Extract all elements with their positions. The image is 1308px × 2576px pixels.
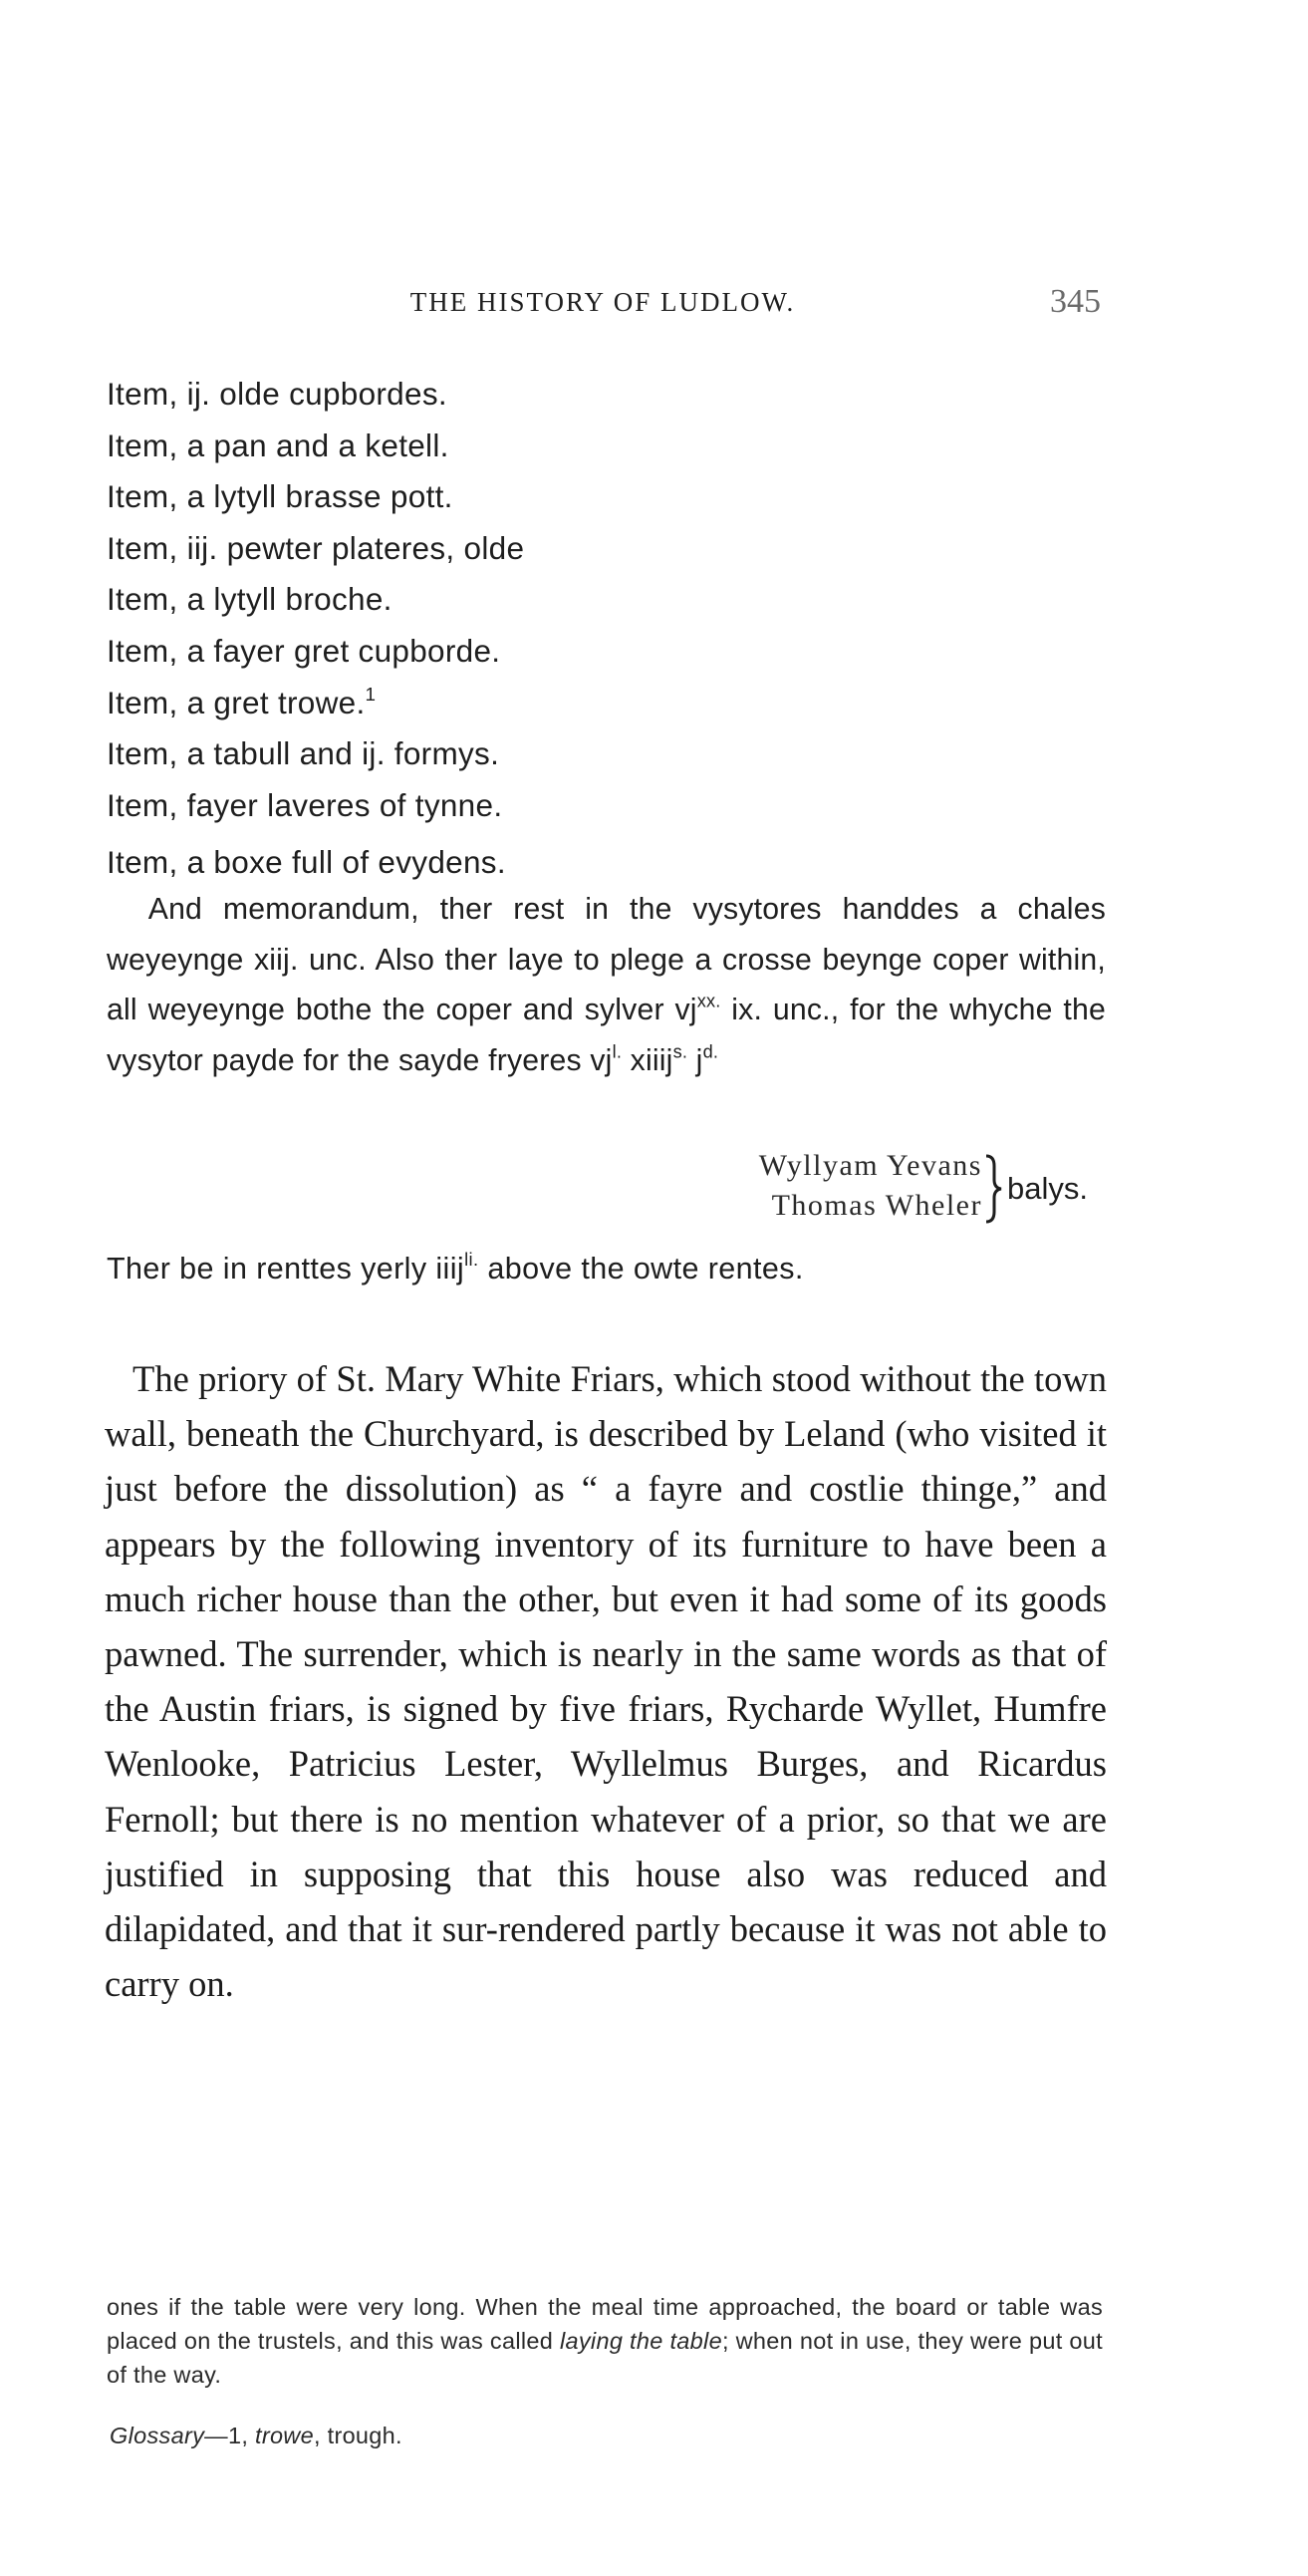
footnote-italic: laying the table xyxy=(559,2328,722,2355)
page-number: 345 xyxy=(1050,283,1101,320)
inventory-item: Item, a lytyll brasse pott. xyxy=(107,478,453,515)
superscript-s: s. xyxy=(672,1040,688,1061)
superscript-d: d. xyxy=(702,1040,719,1061)
signatory-names xyxy=(683,1146,982,1226)
glossary-term: trowe xyxy=(254,2423,314,2448)
glossary-sep: , xyxy=(241,2423,255,2448)
footnote-text: ; when not in use, they were put out of the way. xyxy=(107,2328,1103,2389)
superscript-l: l. xyxy=(612,1040,623,1061)
glossary-note xyxy=(110,2419,402,2452)
inventory-item xyxy=(107,678,524,729)
memorandum-text: j xyxy=(687,1043,703,1077)
memorandum-text: xiiij xyxy=(622,1043,673,1077)
body-text: ; but there is no mention whatever of a prior, so that we are justified in supposing that this house also was reduced and dilapidated, and that it sur-rendered partly because it was not able to carry on. xyxy=(105,1798,1107,2005)
memorandum-paragraph xyxy=(107,885,1106,1086)
glossary-label: Glossary xyxy=(110,2423,205,2448)
memorandum-text: ix. unc., for the whyche the vysytor payde for the sayde fryeres vj xyxy=(107,994,1106,1077)
rents-text: Ther be in renttes yerly iiij xyxy=(107,1252,465,1286)
glossary-definition: , trough. xyxy=(313,2423,402,2448)
superscript-li: li. xyxy=(464,1249,479,1271)
inventory-item: Item, a fayer gret cupborde. xyxy=(107,632,501,669)
signatories-label: balys. xyxy=(1007,1171,1088,1206)
memorandum-text: And memorandum, ther rest in the vysytores handdes a chales weyeynge xiij. unc. Also ther laye to plege a crosse beynge coper within, all weyeynge bothe the coper and sylver vj xyxy=(107,893,1106,1026)
footnote xyxy=(107,2290,1103,2393)
inventory-item: Item, a lytyll broche. xyxy=(107,581,392,618)
footnote-text: ones if the table were very long. When the meal time approached, the board or table was placed on the trustels, and this was called xyxy=(107,2294,1103,2355)
body-text: The priory of St. Mary White Friars, which stood without the town wall, beneath the Churchyard, is described by Leland (who visited it just before the dissolution) as “ a fayre and costlie thinge,” and appears by the following inventory of its furniture to have been a much richer house than the other, but even it had some of its goods pawned. The surrender, which is nearly in the same words as that of the Austin friars, is signed by five friars, Rycharde Wyllet, Humfre Wenlooke, Patricius Lester, Wyllelmus Burges, and Ricardus Fernoll xyxy=(105,1358,1107,1840)
inventory-item: Item, fayer laveres of tynne. xyxy=(107,786,503,823)
inventory-item: Item, iij. pewter plateres, olde xyxy=(107,529,525,566)
inventory-item: Item, a boxe full of evydens. xyxy=(107,844,506,881)
curly-brace-icon xyxy=(982,1152,1004,1226)
footnote-marker: 1 xyxy=(365,684,377,706)
inventory-item-text: Item, a gret trowe. xyxy=(107,684,366,720)
superscript-xx: xx. xyxy=(696,991,721,1011)
body-paragraph xyxy=(105,1351,1107,2011)
glossary-dash: — xyxy=(204,2423,228,2448)
rents-line xyxy=(107,1244,804,1293)
rents-text: above the owte rentes. xyxy=(478,1252,804,1286)
inventory-item: Item, ij. olde cupbordes. xyxy=(107,376,447,412)
page-header xyxy=(105,283,1101,327)
inventory-item: Item, a tabull and ij. formys. xyxy=(107,735,500,772)
signatories-block xyxy=(683,1146,1122,1246)
signatory-name: Thomas Wheler xyxy=(771,1189,982,1222)
inventory-list xyxy=(107,369,524,889)
glossary-marker: 1 xyxy=(227,2423,242,2448)
inventory-item: Item, a pan and a ketell. xyxy=(107,427,449,463)
running-title: THE HISTORY OF LUDLOW. xyxy=(409,287,796,317)
signatory-name: Wyllyam Yevans xyxy=(758,1149,982,1182)
